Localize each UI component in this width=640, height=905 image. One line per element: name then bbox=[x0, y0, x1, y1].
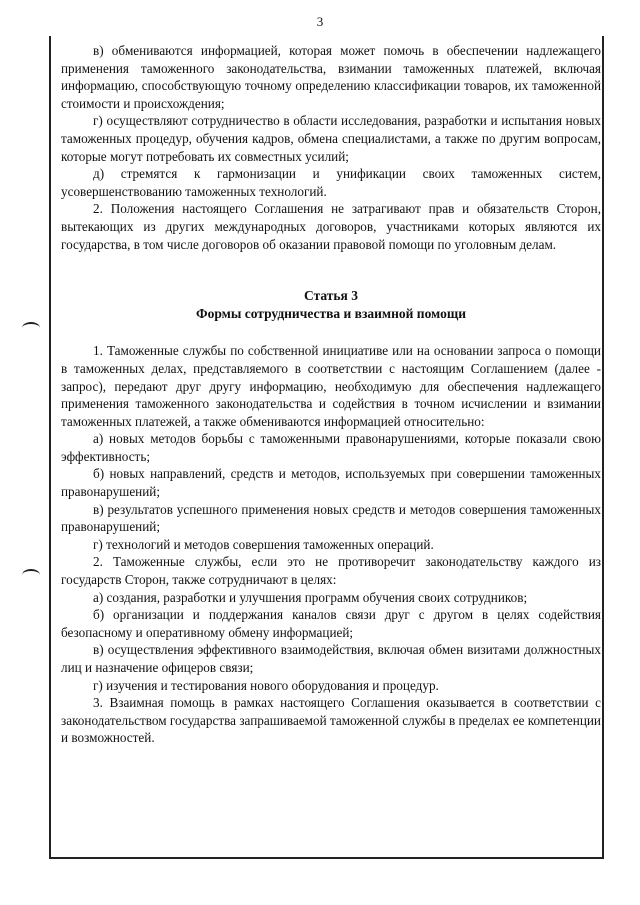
article-heading bbox=[61, 287, 601, 322]
paragraph: д) стремятся к гармонизации и унификации своих таможенных систем, усовершенствованию таможенных технологий. bbox=[61, 166, 601, 199]
paragraph: б) организации и поддержания каналов связи друг с другом в целях содействия безопасному и оперативному обмену информацией; bbox=[61, 607, 601, 640]
paragraph: г) изучения и тестирования нового оборудования и процедур. bbox=[93, 677, 439, 693]
paragraph: г) осуществляют сотрудничество в области исследования, разработки и испытания новых таможенных процедур, обучения кадров, обмена специалистами, а также по другим вопросам, которые могут потребовать их совместных усилий; bbox=[61, 113, 601, 164]
document-body bbox=[61, 42, 601, 747]
article-title: Статья 3 bbox=[304, 288, 358, 304]
paragraph: а) создания, разработки и улучшения программ обучения своих сотрудников; bbox=[93, 589, 528, 605]
paragraph: 3. Взаимная помощь в рамках настоящего Соглашения оказывается в соответствии с законодательством государства запрашиваемой таможенной службы в пределах ее компетенции и возможностей. bbox=[61, 695, 601, 746]
margin-binding-mark bbox=[22, 322, 40, 334]
paragraph: 2. Положения настоящего Соглашения не затрагивают прав и обязательств Сторон, вытекающих из других международных договоров, участниками которых являются их государства, в том числе договоров об оказании правовой помощи по уголовным делам. bbox=[61, 201, 601, 252]
paragraph: б) новых направлений, средств и методов, используемых при совершении таможенных правонарушений; bbox=[61, 466, 601, 500]
paragraph: г) технологий и методов совершения таможенных операций. bbox=[93, 536, 434, 552]
paragraph: 2. Таможенные службы, если это не противоречит законодательству каждого из государств Сторон, также сотрудничают в целях: bbox=[61, 554, 601, 588]
paragraph: 1. Таможенные службы по собственной инициативе или на основании запроса о помощи в таможенных делах, представляемого в соответствии с настоящим Соглашением (далее - запрос), передают друг другу информацию, необходимую для обеспечения надлежащего применения таможенного законодательства и содействия в точном исчислении и взимании таможенных платежей, а также обмениваются информацией относительно: bbox=[61, 343, 601, 429]
paragraph: в) обмениваются информацией, которая может помочь в обеспечении надлежащего применения таможенного законодательства, взимании таможенных платежей, включая информацию, способствующую точному определению классификации товаров, их таможенной стоимости и происхождения; bbox=[61, 43, 601, 111]
paragraph: в) результатов успешного применения новых средств и методов совершения таможенных правонарушений; bbox=[61, 501, 601, 535]
paragraph: а) новых методов борьбы с таможенными правонарушениями, которые показали свою эффективность; bbox=[61, 431, 601, 464]
article-subtitle: Формы сотрудничества и взаимной помощи bbox=[195, 305, 467, 321]
margin-binding-mark bbox=[22, 569, 40, 581]
paragraph: в) осуществления эффективного взаимодействия, включая обмен визитами должностных лиц и назначение офицеров связи; bbox=[61, 642, 601, 675]
page-number: 3 bbox=[316, 14, 324, 29]
